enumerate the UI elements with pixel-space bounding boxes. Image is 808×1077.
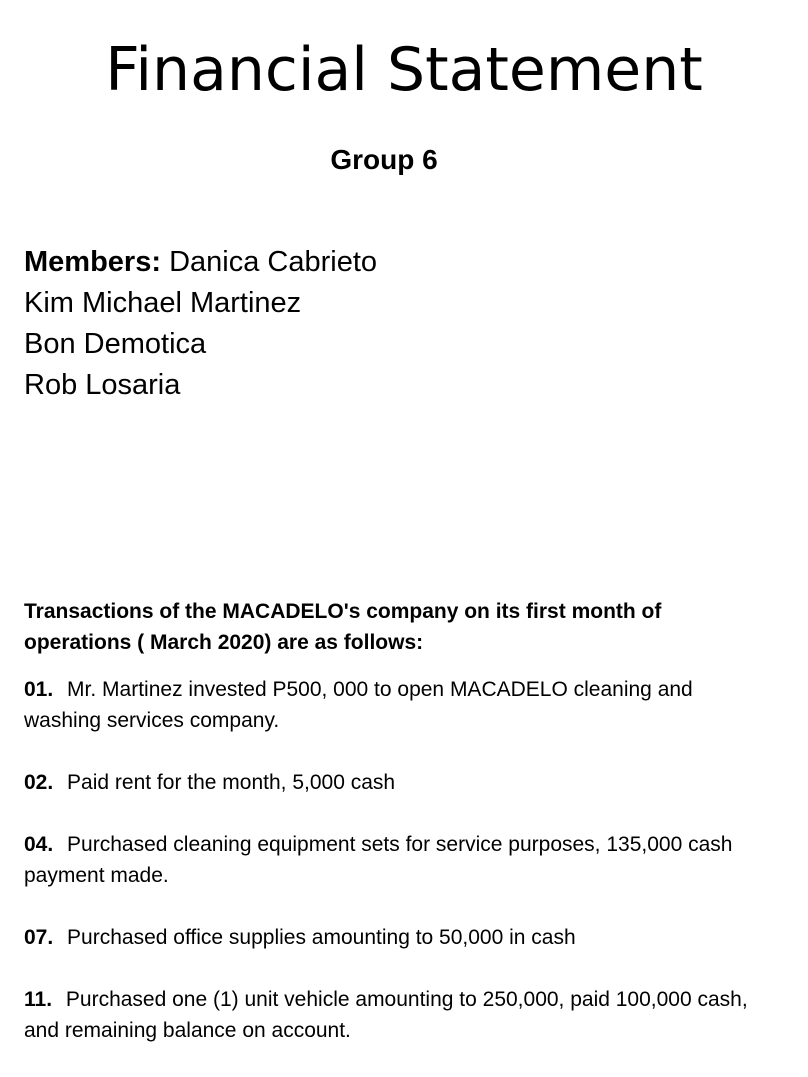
transaction-text: Paid rent for the month, 5,000 cash bbox=[67, 771, 396, 794]
member-name: Rob Losaria bbox=[24, 369, 181, 401]
transaction-item bbox=[24, 829, 760, 891]
transaction-number: 11. bbox=[24, 988, 53, 1011]
transaction-text: Mr. Martinez invested P500, 000 to open MACADELO cleaning and washing services company. bbox=[24, 678, 693, 732]
document-title: Financial Statement bbox=[105, 35, 703, 105]
transaction-text: Purchased office supplies amounting to 50,000 in cash bbox=[67, 926, 576, 949]
transaction-number: 07. bbox=[24, 926, 54, 949]
transaction-item bbox=[24, 984, 760, 1046]
member-name: Bon Demotica bbox=[24, 328, 207, 360]
transaction-number: 04. bbox=[24, 833, 54, 856]
transactions-intro: Transactions of the MACADELO's company on its first month of operations ( March 2020) are as follows: bbox=[24, 600, 662, 654]
transaction-text: Purchased cleaning equipment sets for service purposes, 135,000 cash payment made. bbox=[24, 833, 733, 887]
member-name: Kim Michael Martinez bbox=[24, 287, 302, 319]
transactions-section bbox=[24, 596, 760, 1077]
group-heading: Group 6 bbox=[330, 144, 438, 175]
member-name: Danica Cabrieto bbox=[169, 246, 378, 278]
transaction-item bbox=[24, 767, 760, 798]
members-label: Members: bbox=[24, 246, 161, 278]
members-list bbox=[24, 242, 377, 406]
transaction-item bbox=[24, 674, 760, 736]
transaction-number: 01. bbox=[24, 678, 54, 701]
members-first-line bbox=[24, 242, 377, 283]
transaction-text: Purchased one (1) unit vehicle amounting to 250,000, paid 100,000 cash, and remaining balance on account. bbox=[24, 988, 748, 1042]
transaction-number: 02. bbox=[24, 771, 54, 794]
transaction-item bbox=[24, 922, 760, 953]
